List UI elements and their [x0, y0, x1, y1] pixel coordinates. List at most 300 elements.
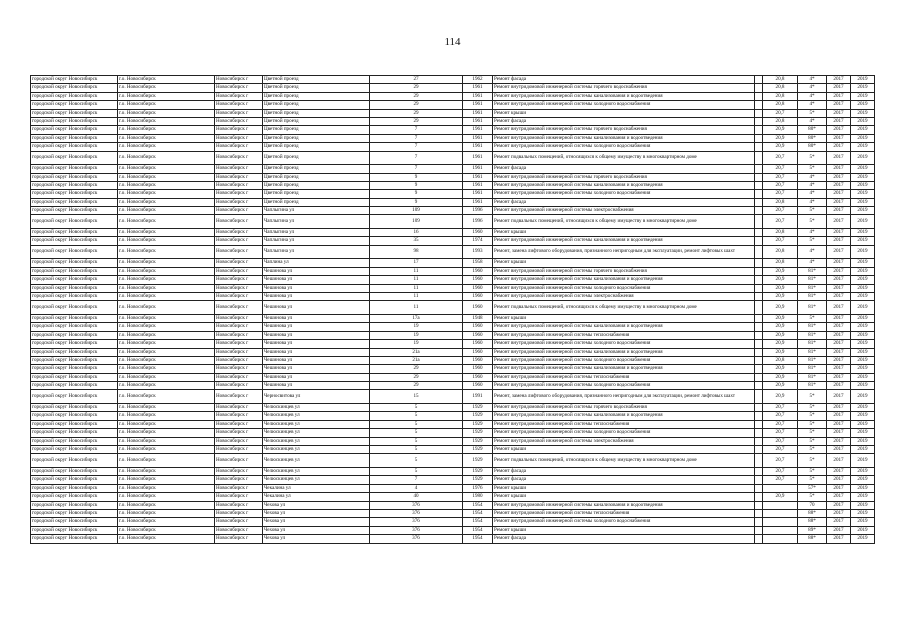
table-row [31, 493, 875, 501]
street-cell: Чешинова ул [263, 314, 370, 322]
work-type-cell: Ремонт фасада [493, 165, 755, 173]
wear-cell: 4* [798, 92, 827, 100]
district-cell: г.о. Новосибирск [118, 76, 215, 84]
blank-cell [755, 301, 763, 315]
municipality-cell: городской округ Новосибирск [31, 101, 118, 109]
wear-cell: 4* [798, 245, 827, 259]
city-cell: Новосибирск г [215, 373, 263, 381]
blank-cell [755, 165, 763, 173]
district-cell: г.о. Новосибирск [118, 207, 215, 215]
street-cell: Чешинова ул [263, 284, 370, 292]
blank-cell [755, 101, 763, 109]
value-cell: 20,7 [763, 109, 798, 117]
city-cell: Новосибирск г [215, 476, 263, 484]
table-row [31, 76, 875, 84]
wear-cell: 81* [798, 356, 827, 364]
municipality-cell: городской округ Новосибирск [31, 173, 118, 181]
street-cell: Чаплыгина ул [263, 229, 370, 237]
street-cell: Чешинова ул [263, 365, 370, 373]
municipality-cell: городской округ Новосибирск [31, 181, 118, 189]
end-year-cell: 2019 [851, 404, 875, 412]
street-cell: Цветной проезд [263, 126, 370, 134]
city-cell: Новосибирск г [215, 348, 263, 356]
work-type-cell: Ремонт фасада [493, 476, 755, 484]
table-row [31, 245, 875, 259]
wear-cell: 89* [798, 526, 827, 534]
year-cell: 1954 [463, 509, 493, 517]
house-cell: 29 [370, 84, 463, 92]
blank-cell [755, 314, 763, 322]
blank-cell [755, 518, 763, 526]
value-cell: 20,7 [763, 476, 798, 484]
start-year-cell: 2017 [827, 237, 851, 245]
value-cell: 20,8 [763, 229, 798, 237]
table-row [31, 134, 875, 142]
blank-cell [755, 331, 763, 339]
value-cell: 20,9 [763, 292, 798, 300]
table-row [31, 340, 875, 348]
start-year-cell: 2017 [827, 484, 851, 492]
street-cell: Чешинова ул [263, 301, 370, 315]
work-type-cell: Ремонт внутридомовой инженерной системы канализования и водоотведения [493, 134, 755, 142]
start-year-cell: 2017 [827, 365, 851, 373]
end-year-cell: 2019 [851, 84, 875, 92]
value-cell: 20,7 [763, 181, 798, 189]
end-year-cell: 2019 [851, 276, 875, 284]
city-cell: Новосибирск г [215, 420, 263, 428]
start-year-cell: 2017 [827, 134, 851, 142]
start-year-cell: 2017 [827, 454, 851, 468]
municipality-cell: городской округ Новосибирск [31, 229, 118, 237]
street-cell: Чешинова ул [263, 348, 370, 356]
page-number: 114 [444, 36, 461, 48]
wear-cell: 81* [798, 323, 827, 331]
city-cell: Новосибирск г [215, 429, 263, 437]
start-year-cell: 2017 [827, 207, 851, 215]
district-cell: г.о. Новосибирск [118, 331, 215, 339]
end-year-cell: 2019 [851, 245, 875, 259]
municipality-cell: городской округ Новосибирск [31, 429, 118, 437]
work-type-cell: Ремонт подвальных помещений, относящихся к общему имуществу в многоквартирном доме [493, 151, 755, 165]
wear-cell: 81* [798, 292, 827, 300]
district-cell: г.о. Новосибирск [118, 404, 215, 412]
house-cell: 29 [370, 117, 463, 125]
street-cell: Цветной проезд [263, 165, 370, 173]
work-type-cell: Ремонт крыши [493, 259, 755, 267]
work-type-cell: Ремонт внутридомовой инженерной системы горячего водоснабжения [493, 173, 755, 181]
year-cell: 1960 [463, 301, 493, 315]
work-type-cell: Ремонт внутридомовой инженерной системы теплоснабжения [493, 509, 755, 517]
wear-cell: 4* [798, 173, 827, 181]
work-type-cell: Ремонт внутридомовой инженерной системы канализования и водоотведения [493, 501, 755, 509]
wear-cell: 81* [798, 365, 827, 373]
district-cell: г.о. Новосибирск [118, 382, 215, 390]
district-cell: г.о. Новосибирск [118, 323, 215, 331]
blank-cell [755, 181, 763, 189]
street-cell: Цветной проезд [263, 76, 370, 84]
start-year-cell: 2017 [827, 76, 851, 84]
wear-cell: 5* [798, 165, 827, 173]
year-cell: 1961 [463, 181, 493, 189]
year-cell: 1961 [463, 101, 493, 109]
city-cell: Новосибирск г [215, 301, 263, 315]
municipality-cell: городской округ Новосибирск [31, 314, 118, 322]
work-type-cell: Ремонт внутридомовой инженерной системы холодного водоснабжения [493, 101, 755, 109]
year-cell: 1976 [463, 484, 493, 492]
municipality-cell: городской округ Новосибирск [31, 390, 118, 404]
municipality-cell: городской округ Новосибирск [31, 323, 118, 331]
house-cell: 15 [370, 390, 463, 404]
table-row [31, 237, 875, 245]
municipality-cell: городской округ Новосибирск [31, 404, 118, 412]
street-cell: Чаплыгина ул [263, 237, 370, 245]
start-year-cell: 2017 [827, 173, 851, 181]
blank-cell [755, 476, 763, 484]
value-cell: 20,8 [763, 92, 798, 100]
municipality-cell: городской округ Новосибирск [31, 117, 118, 125]
year-cell: 1974 [463, 237, 493, 245]
table-row [31, 109, 875, 117]
year-cell: 1960 [463, 348, 493, 356]
wear-cell: 81* [798, 382, 827, 390]
table-row [31, 446, 875, 454]
city-cell: Новосибирск г [215, 117, 263, 125]
wear-cell: 4* [798, 117, 827, 125]
street-cell: Челюскинцев ул [263, 446, 370, 454]
wear-cell: 5* [798, 476, 827, 484]
municipality-cell: городской округ Новосибирск [31, 484, 118, 492]
start-year-cell: 2017 [827, 126, 851, 134]
house-cell: 9 [370, 198, 463, 206]
table-row [31, 373, 875, 381]
street-cell: Чаплыгина ул [263, 207, 370, 215]
city-cell: Новосибирск г [215, 76, 263, 84]
value-cell [763, 501, 798, 509]
table-body [31, 76, 875, 544]
wear-cell: 4* [798, 181, 827, 189]
city-cell: Новосибирск г [215, 501, 263, 509]
blank-cell [755, 292, 763, 300]
end-year-cell: 2019 [851, 215, 875, 229]
district-cell: г.о. Новосибирск [118, 340, 215, 348]
value-cell: 20,8 [763, 198, 798, 206]
district-cell: г.о. Новосибирск [118, 390, 215, 404]
house-cell: 5 [370, 404, 463, 412]
start-year-cell: 2017 [827, 181, 851, 189]
table-row [31, 468, 875, 476]
house-cell: 19 [370, 323, 463, 331]
work-type-cell: Ремонт подвальных помещений, относящихся к общему имуществу в многоквартирном доме [493, 215, 755, 229]
street-cell: Челюскинцев ул [263, 404, 370, 412]
year-cell: 1962 [463, 76, 493, 84]
year-cell: 1929 [463, 437, 493, 445]
district-cell: г.о. Новосибирск [118, 181, 215, 189]
house-cell: 11 [370, 284, 463, 292]
wear-cell: 5* [798, 215, 827, 229]
start-year-cell: 2017 [827, 92, 851, 100]
table-row [31, 284, 875, 292]
house-cell: 7 [370, 126, 463, 134]
house-cell: 19 [370, 331, 463, 339]
street-cell: Цветной проезд [263, 134, 370, 142]
value-cell [763, 509, 798, 517]
end-year-cell: 2019 [851, 314, 875, 322]
year-cell: 1960 [463, 356, 493, 364]
district-cell: г.о. Новосибирск [118, 143, 215, 151]
work-type-cell: Ремонт крыши [493, 446, 755, 454]
city-cell: Новосибирск г [215, 468, 263, 476]
end-year-cell: 2019 [851, 267, 875, 275]
repair-program-table [30, 75, 875, 544]
work-type-cell: Ремонт подвальных помещений, относящихся к общему имуществу в многоквартирном доме [493, 454, 755, 468]
district-cell: г.о. Новосибирск [118, 190, 215, 198]
year-cell: 1954 [463, 535, 493, 543]
district-cell: г.о. Новосибирск [118, 267, 215, 275]
city-cell: Новосибирск г [215, 454, 263, 468]
municipality-cell: городской округ Новосибирск [31, 84, 118, 92]
blank-cell [755, 340, 763, 348]
end-year-cell: 2019 [851, 365, 875, 373]
year-cell: 1961 [463, 92, 493, 100]
street-cell: Цветной проезд [263, 173, 370, 181]
work-type-cell: Ремонт внутридомовой инженерной системы электроснабжения [493, 207, 755, 215]
value-cell [763, 535, 798, 543]
start-year-cell: 2017 [827, 356, 851, 364]
city-cell: Новосибирск г [215, 535, 263, 543]
street-cell: Чаплыгина ул [263, 245, 370, 259]
start-year-cell: 2017 [827, 190, 851, 198]
municipality-cell: городской округ Новосибирск [31, 509, 118, 517]
end-year-cell: 2019 [851, 382, 875, 390]
year-cell: 1991 [463, 390, 493, 404]
value-cell: 20,7 [763, 190, 798, 198]
house-cell: 29 [370, 382, 463, 390]
table-row [31, 404, 875, 412]
work-type-cell: Ремонт подвальных помещений, относящихся к общему имуществу в многоквартирном доме [493, 301, 755, 315]
house-cell: 7 [370, 134, 463, 142]
work-type-cell: Ремонт внутридомовой инженерной системы холодного водоснабжения [493, 340, 755, 348]
municipality-cell: городской округ Новосибирск [31, 301, 118, 315]
end-year-cell: 2019 [851, 412, 875, 420]
end-year-cell: 2019 [851, 126, 875, 134]
blank-cell [755, 437, 763, 445]
end-year-cell: 2019 [851, 259, 875, 267]
blank-cell [755, 190, 763, 198]
district-cell: г.о. Новосибирск [118, 151, 215, 165]
table-row [31, 229, 875, 237]
end-year-cell: 2019 [851, 509, 875, 517]
year-cell: 1954 [463, 501, 493, 509]
municipality-cell: городской округ Новосибирск [31, 535, 118, 543]
municipality-cell: городской округ Новосибирск [31, 207, 118, 215]
street-cell: Челюскинцев ул [263, 468, 370, 476]
blank-cell [755, 267, 763, 275]
blank-cell [755, 468, 763, 476]
wear-cell: 80* [798, 143, 827, 151]
city-cell: Новосибирск г [215, 509, 263, 517]
street-cell: Цветной проезд [263, 92, 370, 100]
district-cell: г.о. Новосибирск [118, 429, 215, 437]
year-cell: 1960 [463, 267, 493, 275]
blank-cell [755, 535, 763, 543]
city-cell: Новосибирск г [215, 173, 263, 181]
blank-cell [755, 501, 763, 509]
blank-cell [755, 454, 763, 468]
wear-cell: 81* [798, 301, 827, 315]
street-cell: Цветной проезд [263, 84, 370, 92]
value-cell: 20,7 [763, 437, 798, 445]
street-cell: Цветной проезд [263, 109, 370, 117]
street-cell: Челюскинцев ул [263, 437, 370, 445]
table-row [31, 518, 875, 526]
value-cell: 20,7 [763, 468, 798, 476]
district-cell: г.о. Новосибирск [118, 484, 215, 492]
value-cell: 20,8 [763, 76, 798, 84]
start-year-cell: 2017 [827, 101, 851, 109]
work-type-cell: Ремонт внутридомовой инженерной системы холодного водоснабжения [493, 356, 755, 364]
year-cell: 1960 [463, 331, 493, 339]
value-cell: 20,8 [763, 101, 798, 109]
table-row [31, 348, 875, 356]
city-cell: Новосибирск г [215, 276, 263, 284]
house-cell: 29 [370, 101, 463, 109]
wear-cell: 5* [798, 151, 827, 165]
municipality-cell: городской округ Новосибирск [31, 340, 118, 348]
end-year-cell: 2019 [851, 429, 875, 437]
year-cell: 1929 [463, 454, 493, 468]
start-year-cell: 2017 [827, 340, 851, 348]
municipality-cell: городской округ Новосибирск [31, 245, 118, 259]
blank-cell [755, 84, 763, 92]
house-cell: 29 [370, 92, 463, 100]
city-cell: Новосибирск г [215, 340, 263, 348]
house-cell: 11 [370, 292, 463, 300]
start-year-cell: 2017 [827, 151, 851, 165]
end-year-cell: 2019 [851, 109, 875, 117]
work-type-cell: Ремонт, замена лифтового оборудования, признанного непригодным для эксплуатации, ремонт лифтовых шахт [493, 390, 755, 404]
wear-cell: 4* [798, 76, 827, 84]
blank-cell [755, 390, 763, 404]
blank-cell [755, 151, 763, 165]
wear-cell: 88* [798, 509, 827, 517]
blank-cell [755, 173, 763, 181]
value-cell: 20,8 [763, 245, 798, 259]
house-cell: 29 [370, 373, 463, 381]
work-type-cell: Ремонт внутридомовой инженерной системы канализования и водоотведения [493, 348, 755, 356]
street-cell: Чешинова ул [263, 340, 370, 348]
district-cell: г.о. Новосибирск [118, 109, 215, 117]
street-cell: Чаплыгина ул [263, 215, 370, 229]
wear-cell: 5* [798, 412, 827, 420]
value-cell: 20,9 [763, 340, 798, 348]
city-cell: Новосибирск г [215, 198, 263, 206]
year-cell: 1960 [463, 382, 493, 390]
year-cell: 1958 [463, 259, 493, 267]
house-cell: 376 [370, 526, 463, 534]
municipality-cell: городской округ Новосибирск [31, 276, 118, 284]
municipality-cell: городской округ Новосибирск [31, 518, 118, 526]
house-cell: 4 [370, 484, 463, 492]
street-cell: Цветной проезд [263, 143, 370, 151]
value-cell [763, 526, 798, 534]
city-cell: Новосибирск г [215, 134, 263, 142]
street-cell: Чехова ул [263, 501, 370, 509]
district-cell: г.о. Новосибирск [118, 446, 215, 454]
blank-cell [755, 412, 763, 420]
table-row [31, 476, 875, 484]
work-type-cell: Ремонт внутридомовой инженерной системы канализования и водоотведения [493, 181, 755, 189]
start-year-cell: 2017 [827, 109, 851, 117]
house-cell: 5 [370, 412, 463, 420]
house-cell: 5 [370, 468, 463, 476]
end-year-cell: 2019 [851, 420, 875, 428]
municipality-cell: городской округ Новосибирск [31, 284, 118, 292]
table-row [31, 181, 875, 189]
municipality-cell: городской округ Новосибирск [31, 365, 118, 373]
table-row [31, 190, 875, 198]
municipality-cell: городской округ Новосибирск [31, 259, 118, 267]
street-cell: Чехова ул [263, 509, 370, 517]
end-year-cell: 2019 [851, 143, 875, 151]
municipality-cell: городской округ Новосибирск [31, 356, 118, 364]
table-row [31, 412, 875, 420]
blank-cell [755, 245, 763, 259]
district-cell: г.о. Новосибирск [118, 117, 215, 125]
street-cell: Цветной проезд [263, 190, 370, 198]
year-cell: 1961 [463, 165, 493, 173]
city-cell: Новосибирск г [215, 390, 263, 404]
house-cell: 16 [370, 229, 463, 237]
city-cell: Новосибирск г [215, 493, 263, 501]
year-cell: 1993 [463, 245, 493, 259]
value-cell [763, 518, 798, 526]
street-cell: Цветной проезд [263, 117, 370, 125]
value-cell: 20,9 [763, 373, 798, 381]
start-year-cell: 2017 [827, 509, 851, 517]
value-cell: 20,9 [763, 365, 798, 373]
table-row [31, 301, 875, 315]
street-cell: Цветной проезд [263, 181, 370, 189]
district-cell: г.о. Новосибирск [118, 245, 215, 259]
municipality-cell: городской округ Новосибирск [31, 446, 118, 454]
end-year-cell: 2019 [851, 454, 875, 468]
street-cell: Чешинова ул [263, 373, 370, 381]
year-cell: 1961 [463, 84, 493, 92]
wear-cell: 5* [798, 420, 827, 428]
blank-cell [755, 76, 763, 84]
value-cell: 20,7 [763, 446, 798, 454]
work-type-cell: Ремонт внутридомовой инженерной системы канализования и водоотведения [493, 365, 755, 373]
house-cell: 35 [370, 237, 463, 245]
year-cell: 1961 [463, 173, 493, 181]
value-cell: 20,8 [763, 117, 798, 125]
wear-cell: 4* [798, 229, 827, 237]
district-cell: г.о. Новосибирск [118, 373, 215, 381]
municipality-cell: городской округ Новосибирск [31, 437, 118, 445]
district-cell: г.о. Новосибирск [118, 509, 215, 517]
work-type-cell: Ремонт внутридомовой инженерной системы холодного водоснабжения [493, 190, 755, 198]
street-cell: Чешинова ул [263, 331, 370, 339]
house-cell: 9 [370, 173, 463, 181]
table-row [31, 101, 875, 109]
district-cell: г.о. Новосибирск [118, 92, 215, 100]
year-cell: 1960 [463, 365, 493, 373]
wear-cell: 57* [798, 484, 827, 492]
city-cell: Новосибирск г [215, 292, 263, 300]
start-year-cell: 2017 [827, 535, 851, 543]
blank-cell [755, 117, 763, 125]
house-cell: 11 [370, 276, 463, 284]
